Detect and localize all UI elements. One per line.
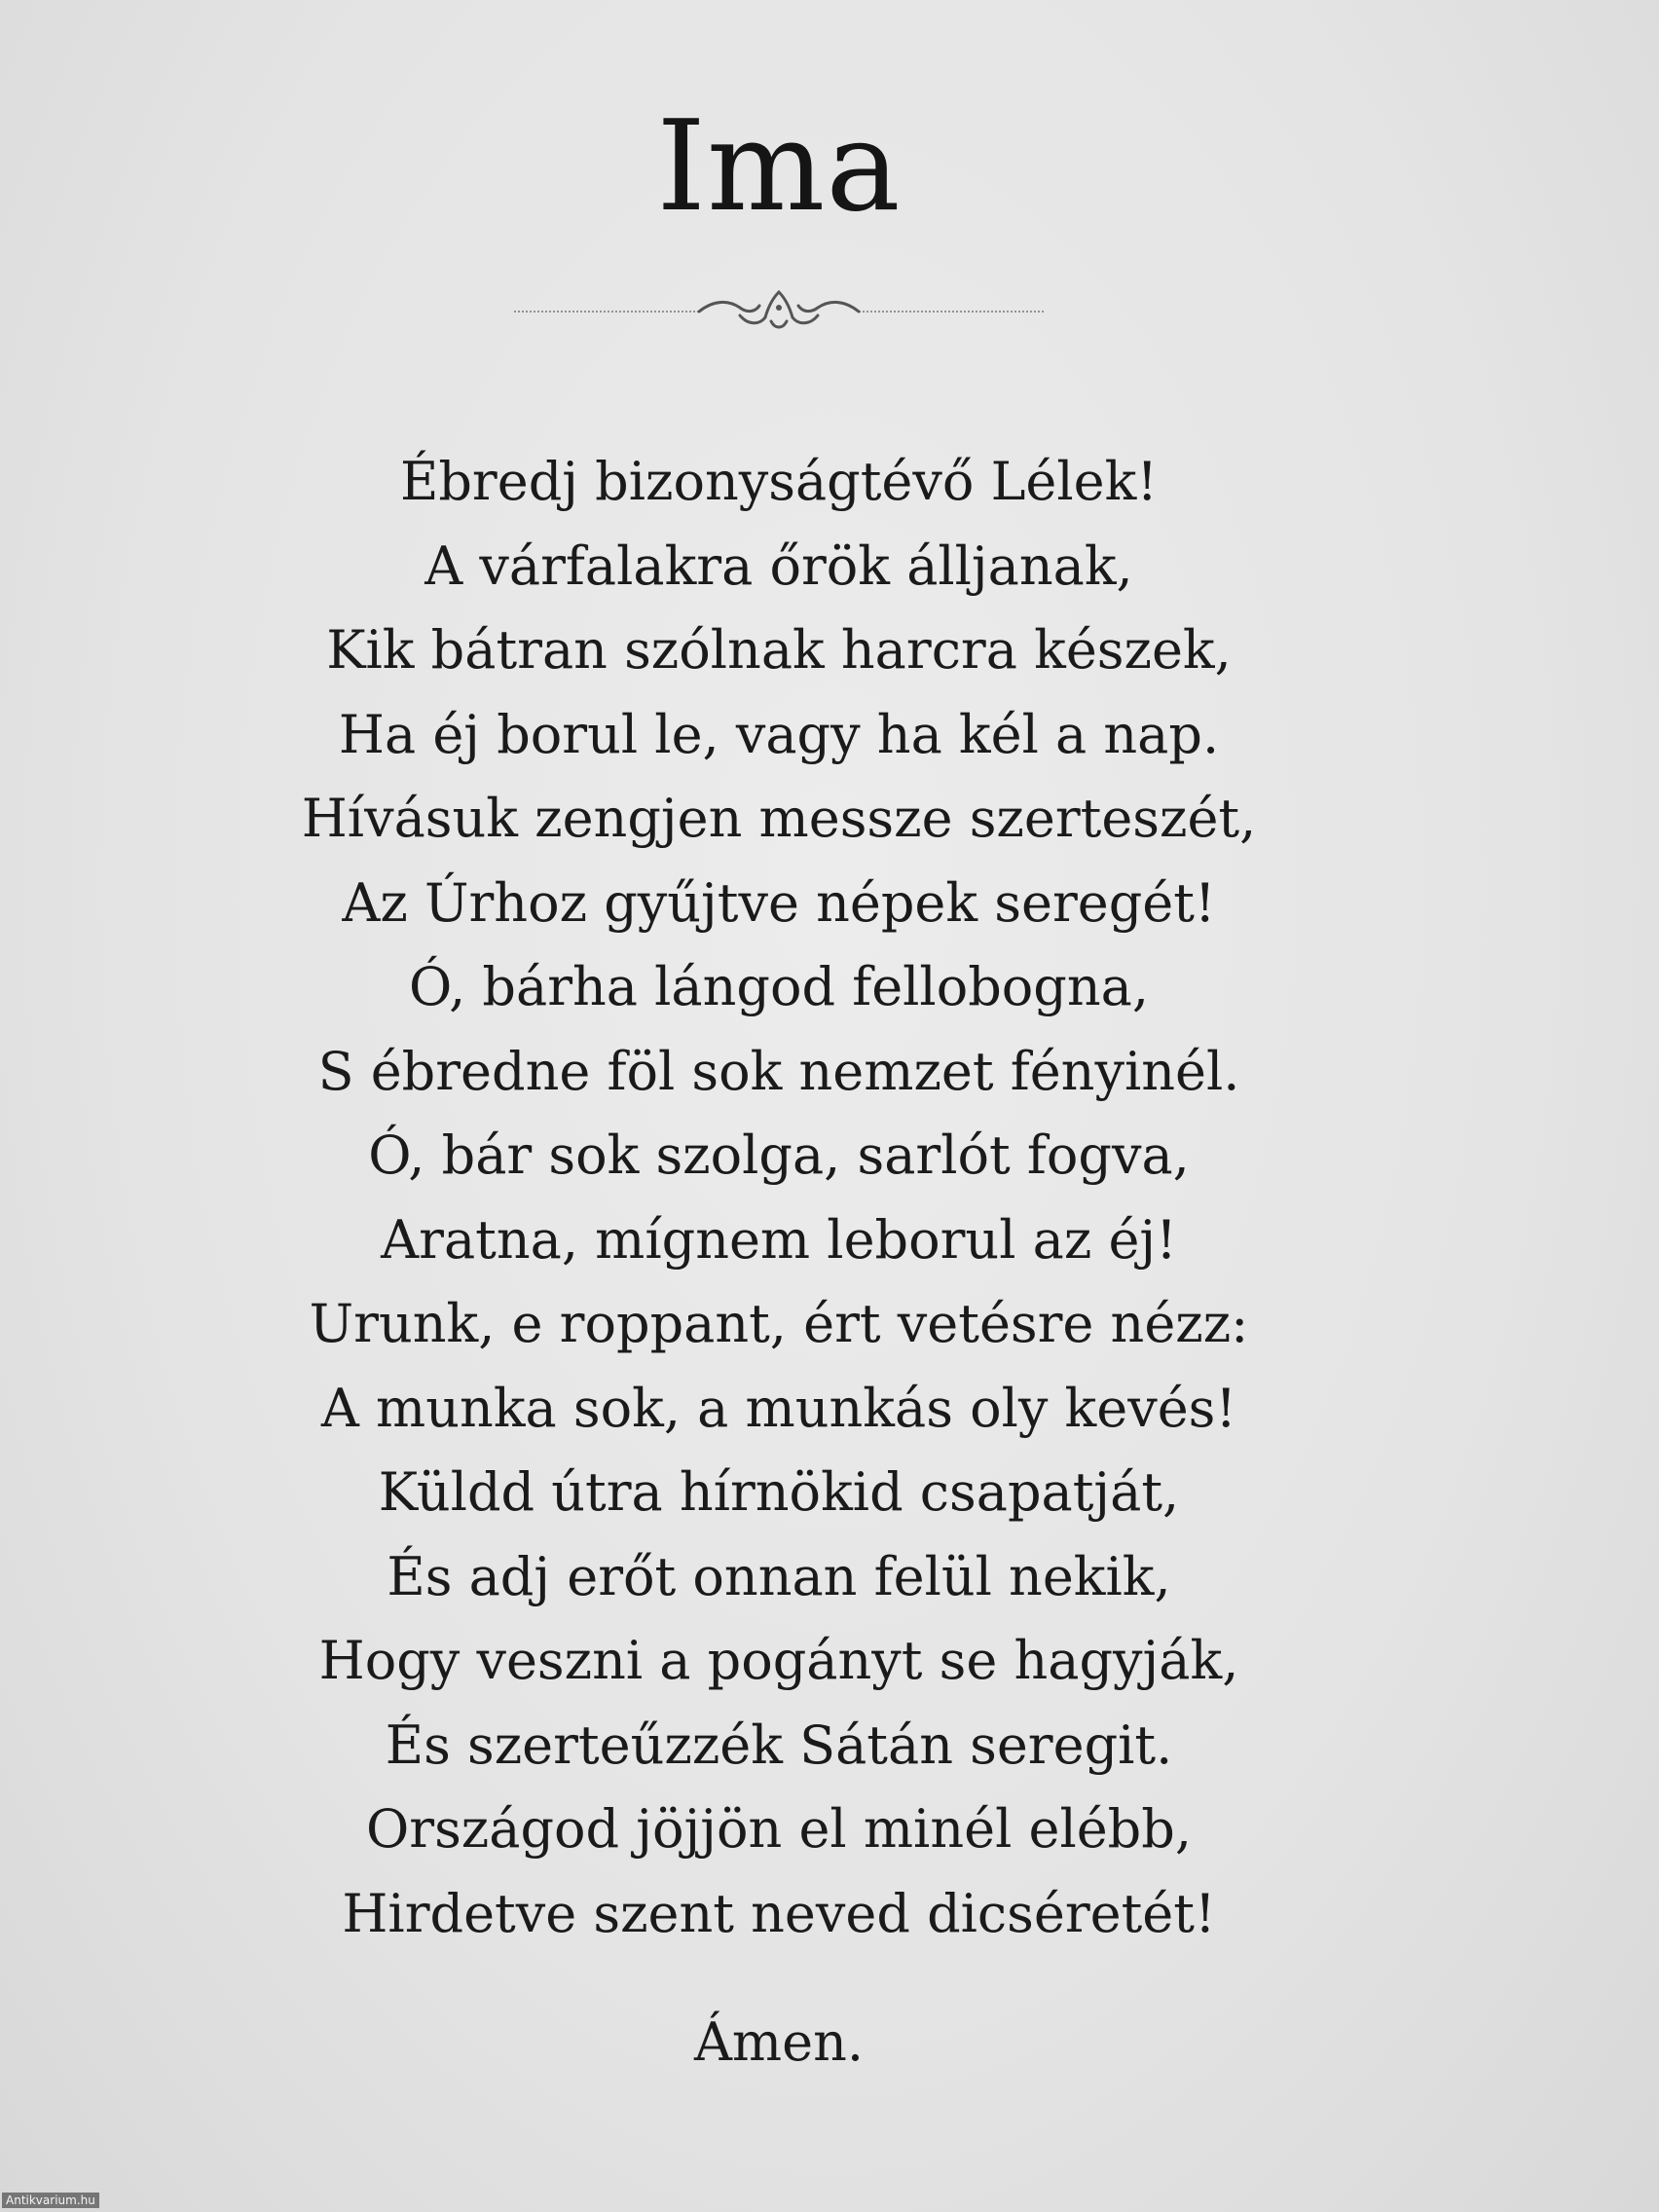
poem-line: Küldd útra hírnökid csapatját, bbox=[378, 1461, 1180, 1523]
poem-line: Ó, bár sok szolga, sarlót fogva, bbox=[368, 1124, 1190, 1186]
page-title: Ima bbox=[656, 94, 902, 240]
poem-line: Hívásuk zengjen messze szerteszét, bbox=[301, 788, 1257, 849]
poem-line: Hirdetve szent neved dicséretét! bbox=[342, 1882, 1216, 1944]
poem-line: Ébredj bizonyságtévő Lélek! bbox=[399, 451, 1159, 512]
poem-stanza bbox=[0, 440, 1558, 1956]
watermark: Antikvarium.hu bbox=[2, 2193, 99, 2208]
poem-line: Országod jöjjön el minél elébb, bbox=[366, 1798, 1192, 1860]
poem-line: És adj erőt onnan felül nekik, bbox=[387, 1545, 1171, 1607]
poem-line: A várfalakra őrök álljanak, bbox=[424, 535, 1133, 597]
poem-line: Aratna, mígnem leborul az éj! bbox=[381, 1208, 1177, 1271]
poem-line: Ha éj borul le, vagy ha kél a nap. bbox=[338, 703, 1220, 765]
poem-line: Az Úrhoz gyűjtve népek seregét! bbox=[342, 871, 1216, 934]
poem-closing: Ámen. bbox=[693, 2011, 865, 2073]
poem-line: Ó, bárha lángod fellobogna, bbox=[409, 956, 1149, 1017]
poem-line: A munka sok, a munkás oly kevés! bbox=[320, 1377, 1237, 1439]
poem-line: És szerteűzzék Sátán seregit. bbox=[385, 1714, 1173, 1776]
poem-line: Kik bátran szólnak harcra készek, bbox=[326, 619, 1232, 681]
poem-line: Urunk, e roppant, ért vetésre nézz: bbox=[309, 1293, 1249, 1354]
poem-line: Hogy veszni a pogányt se hagyják, bbox=[318, 1630, 1239, 1691]
poem-line: S ébredne föl sok nemzet fényinél. bbox=[317, 1040, 1240, 1102]
decorative-flourish-divider-icon bbox=[514, 282, 1044, 341]
